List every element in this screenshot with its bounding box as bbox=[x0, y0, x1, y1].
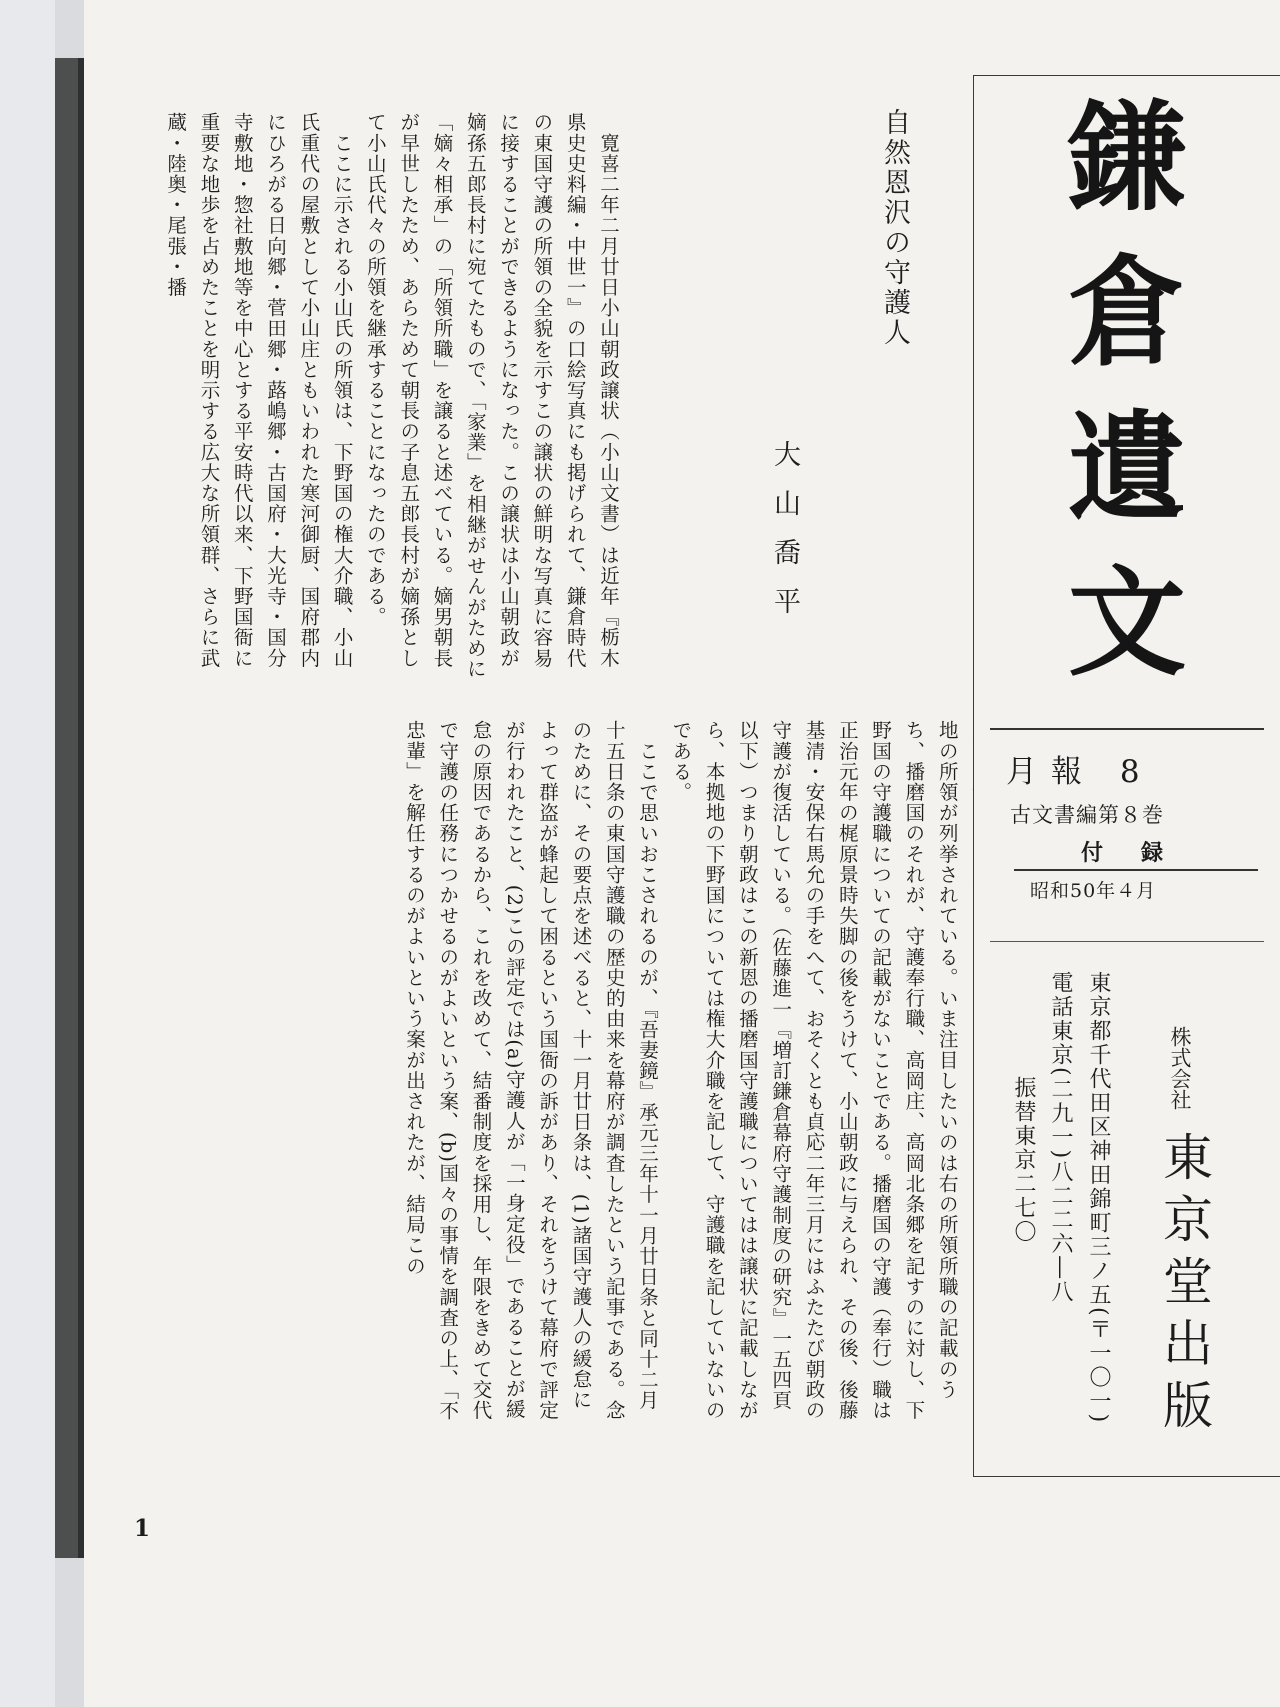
supplement-label: 付録 bbox=[1080, 840, 1201, 866]
essay-title: 自然恩沢の守護人 bbox=[879, 108, 910, 348]
title-char-4: 文 bbox=[1067, 553, 1186, 692]
title-char-2: 倉 bbox=[1067, 243, 1186, 382]
essay-body-top: 寛喜二年二月廿日小山朝政譲状（小山文書）は近年『栃木県史史料編・中世一』の口絵写真にも掲げられて、鎌倉時代の東国守護の所領の全貌を示すこの譲状の鮮明な写真に容易に接することができるようになった。この譲状は小山朝政が嫡孫五郎長村に宛てたもので、「家業」を相継がせんがために「嫡々相承」の「所領所職」を譲ると述べている。嫡男朝長が早世したため、あらためて朝長の子息五郎長村が嫡孫として小山氏代々の所領を継承することになったのである。 ここに示される小山氏の所領は、下野国の権大介職、小山氏重代の屋敷として小山庄ともいわれた寒河御厨、国府郡内にひろがる日向郷・菅田郷・蕗嶋郷・古国府・大光寺・国分寺敷地・惣社敷地等を中心とする平安時代以来、下野国衙に重要な地歩を占めたことを明示する広大な所領群、さらに武蔵・陸奥・尾張・播 bbox=[164, 112, 620, 680]
monthly-report-label: 月報 8 bbox=[1006, 754, 1154, 790]
title-char-1: 鎌 bbox=[1067, 88, 1186, 227]
essay-author: 大山喬平 bbox=[769, 440, 800, 636]
publisher-address: 東京都千代田区神田錦町三ノ五(〒一〇一) bbox=[1086, 971, 1111, 1425]
masthead-rule-mid bbox=[1014, 869, 1258, 871]
masthead-title bbox=[974, 90, 1280, 690]
publisher-transfer-account: 振替東京二七〇 bbox=[1011, 1076, 1036, 1244]
publisher-name: 東京堂出版 bbox=[1155, 1131, 1213, 1441]
volume-label: 古文書編第８巻 bbox=[1010, 803, 1164, 827]
masthead-box bbox=[973, 75, 1280, 1477]
desk-background bbox=[0, 0, 55, 1707]
masthead-rule-top bbox=[990, 728, 1264, 730]
issue-date: 昭和50年４月 bbox=[1030, 880, 1157, 902]
title-char-3: 遺 bbox=[1067, 398, 1186, 537]
masthead-rule-bottom bbox=[990, 941, 1264, 942]
essay-body-bottom: 地の所領が列挙されている。いま注目したいのは右の所領所職の記載のうち、播磨国のそれが、守護奉行職、高岡庄、高岡北条郷を記すのに対し、下野国の守護職についての記載がないことである。播磨国の守護（奉行）職は正治元年の梶原景時失脚の後をうけて、小山朝政に与えられ、その後、後藤基清・安保右馬允の手をへて、おそくとも貞応二年三月にはふたたび朝政の守護が復活している。（佐藤進一『増訂鎌倉幕府守護制度の研究』一五四頁以下）つまり朝政はこの新恩の播磨国守護職についてはは譲状に記載しながら、本拠地の下野国については権大介職を記して、守護職を記していないのである。 ここで思いおこされるのが、『吾妻鏡』承元三年十一月廿日条と同十二月十五日条の東国守護職の歴史的由来を幕府が調査したという記事である。念のために、その要点を述べると、十一月廿日条は、(1)諸国守護人の緩怠によって群盗が蜂起して困るという国衙の訴があり、それをうけて幕府で評定が行われたこと、(2)この評定では(a)守護人が「一身定役」であることが緩怠の原因であるから、これを改めて、結番制度を採用し、年限をきめて交代で守護の任務につかせるのがよいという案、(b)国々の事情を調査の上、「不忠輩」を解任するのがよいという案が出されたが、結局この bbox=[402, 720, 959, 1422]
newsletter-page bbox=[84, 0, 1280, 1707]
publisher-phone: 電話東京(二九一)八二二六―八 bbox=[1048, 971, 1073, 1305]
page-number: 1 bbox=[134, 1515, 151, 1542]
publisher-company-type: 株式会社 bbox=[1168, 1026, 1192, 1110]
